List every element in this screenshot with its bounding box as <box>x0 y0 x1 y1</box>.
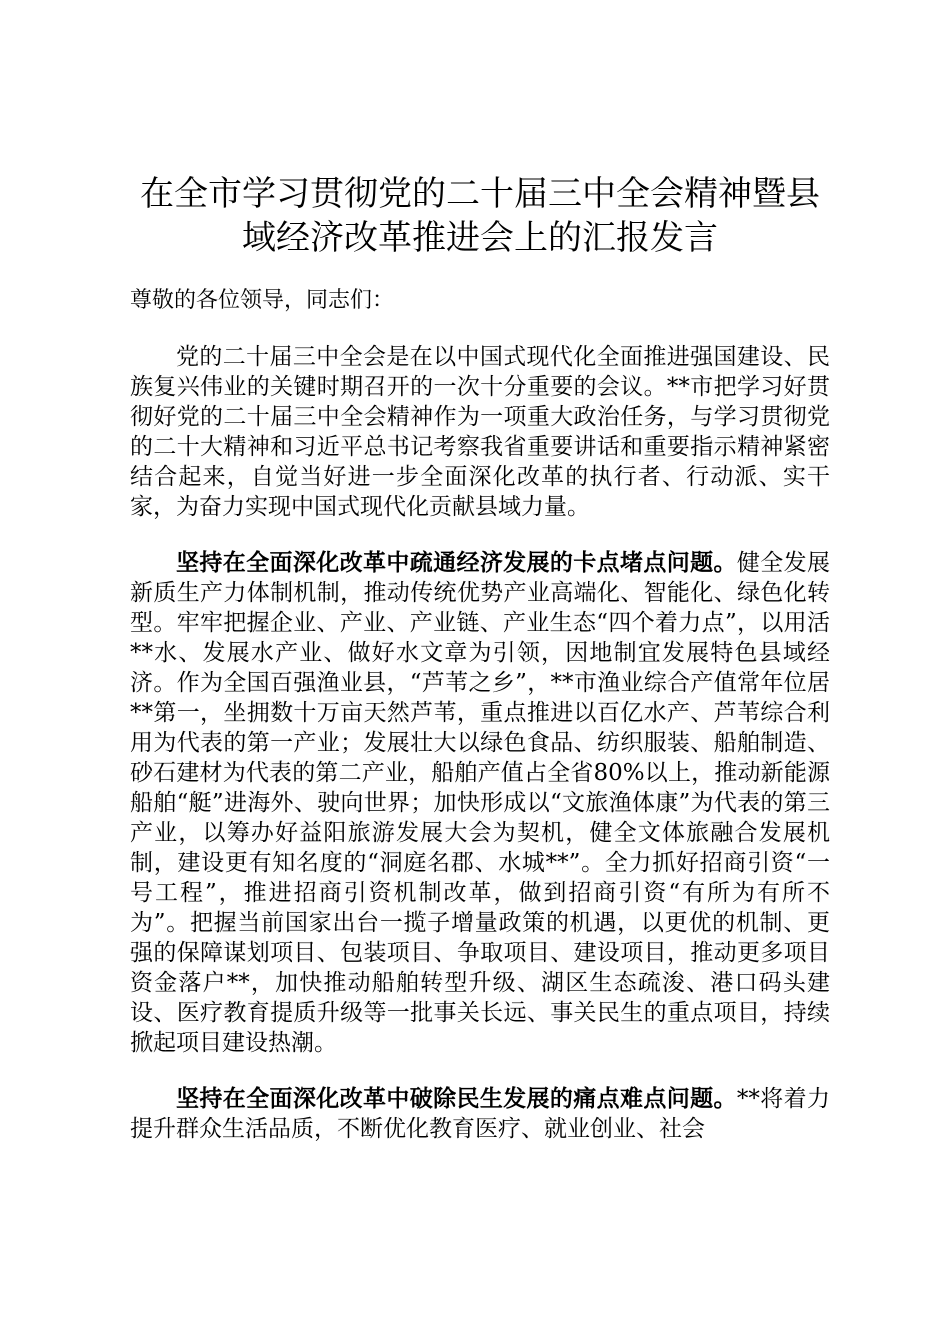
salutation: 尊敬的各位领导，同志们： <box>130 288 395 313</box>
paragraph-intro <box>130 342 830 522</box>
document-page <box>130 172 830 1144</box>
title-line-2: 域经济改革推进会上的汇报发言 <box>242 218 718 258</box>
paragraph-body: 党的二十届三中全会是在以中国式现代化全面推进强国建设、民族复兴伟业的关键时期召开的一次十分重要的会议。**市把学习好贯彻好党的二十届三中全会精神作为一项重大政治任务，与学习贯彻党的二十大精神和习近平总书记考察我省重要讲话和重要指示精神紧密结合起来，自觉当好进一步全面深化改革的执行者、行动派、实干家，为奋力实现中国式现代化贡献县域力量。 <box>130 344 830 520</box>
title-line-1: 在全市学习贯彻党的二十届三中全会精神暨县 <box>140 174 820 214</box>
paragraph-heading: 坚持在全面深化改革中破除民生发展的痛点难点问题。 <box>176 1085 737 1112</box>
document-title <box>130 172 830 260</box>
paragraph-body: 健全发展新质生产力体制机制，推动传统优势产业高端化、智能化、绿色化转型。牢牢把握企业、产业、产业链、产业生态“四个着力点”，以用活**水、发展水产业、做好水文章为引领，因地制宜发展特色县域经济。作为全国百强渔业县，“芦苇之乡”，**市渔业综合产值常年位居**第一，坐拥数十万亩天然芦苇，重点推进以百亿水产、芦苇综合利用为代表的第一产业；发展壮大以绿色食品、纺织服装、船舶制造、砂石建材为代表的第二产业，船舶产值占全省80%以上，推动新能源船舶“艇”进海外、驶向世界；加快形成以“文旅渔体康”为代表的第三产业，以筹办好益阳旅游发展大会为契机，健全文体旅融合发展机制，建设更有知名度的“洞庭名郡、水城**”。全力抓好招商引资“一号工程”，推进招商引资机制改革，做到招商引资“有所为有所不为”。把握当前国家出台一揽子增量政策的机遇，以更优的机制、更强的保障谋划项目、包装项目、争取项目、建设项目，推动更多项目资金落户**，加快推动船舶转型升级、湖区生态疏浚、港口码头建设、医疗教育提质升级等一批事关长远、事关民生的重点项目，持续掀起项目建设热潮。 <box>130 550 831 1056</box>
paragraph-livelihood <box>130 1084 830 1144</box>
paragraph-body: **将着力提升群众生活品质，不断优化教育医疗、就业创业、社会 <box>130 1086 831 1142</box>
paragraph-economy <box>130 548 830 1058</box>
paragraph-heading: 坚持在全面深化改革中疏通经济发展的卡点堵点问题。 <box>176 549 737 576</box>
